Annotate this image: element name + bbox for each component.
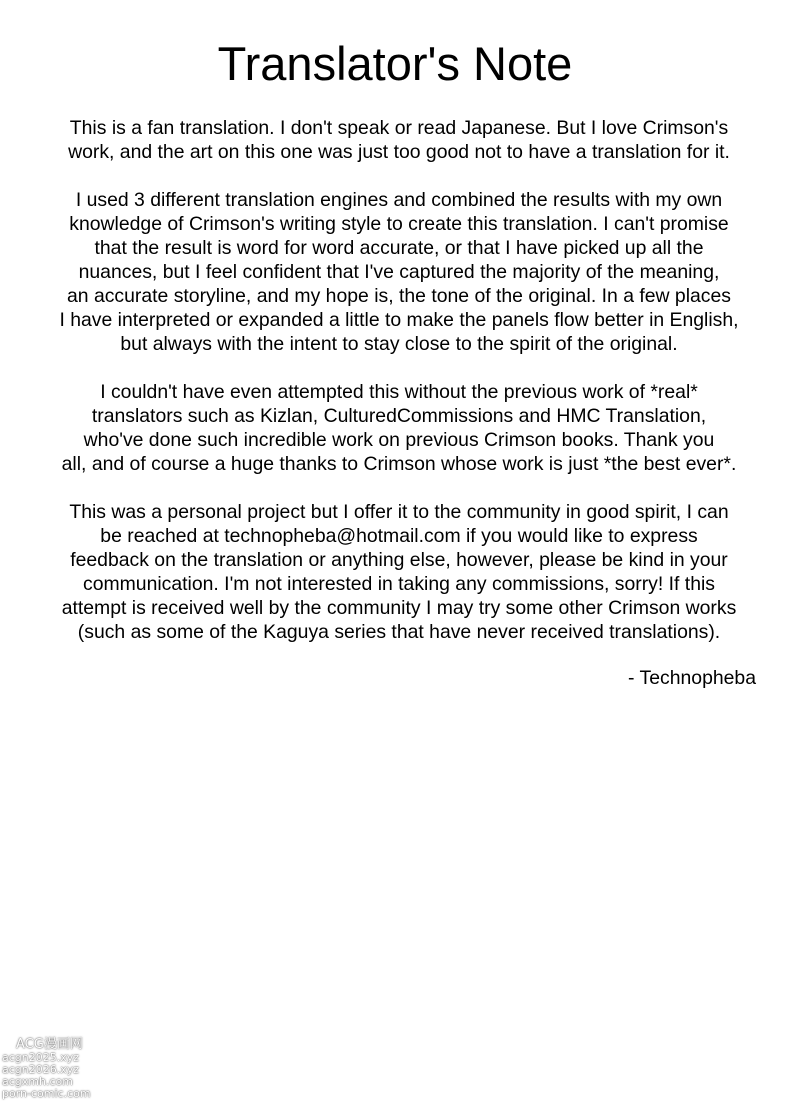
paragraph-contact	[20, 500, 778, 644]
text-line: (such as some of the Kaguya series that have never received translations).	[77, 621, 721, 643]
watermark-url: acgxmh.com	[2, 1075, 73, 1088]
text-line: who've done such incredible work on previous Crimson books. Thank you	[83, 429, 715, 451]
text-line: I used 3 different translation engines and combined the results with my own	[75, 189, 723, 211]
text-line: This is a fan translation. I don't speak or read Japanese. But I love Crimson's	[69, 117, 729, 139]
text-line: I have interpreted or expanded a little to make the panels flow better in English,	[59, 309, 739, 331]
text-line: work, and the art on this one was just too good not to have a translation for it.	[68, 141, 730, 163]
text-line: feedback on the translation or anything else, however, please be kind in your	[70, 549, 728, 571]
paragraph-intro	[20, 116, 778, 164]
watermark-logo: ACG漫画网	[16, 1037, 83, 1052]
signature: - Technopheba	[628, 667, 756, 689]
text-line: that the result is word for word accurate, or that I have picked up all the	[94, 237, 704, 259]
page-title: Translator's Note	[217, 37, 573, 90]
text-line: but always with the intent to stay close to the spirit of the original.	[120, 333, 678, 355]
watermark-url: acgn2025.xyz	[2, 1051, 80, 1064]
text-line: an accurate storyline, and my hope is, the tone of the original. In a few places	[67, 285, 731, 307]
paragraph-method	[20, 188, 778, 356]
note-body	[20, 116, 778, 668]
watermark-url: porn-comic.com	[2, 1087, 91, 1100]
text-line: attempt is received well by the community I may try some other Crimson works	[61, 597, 737, 619]
paragraph-thanks	[20, 380, 778, 476]
text-line: all, and of course a huge thanks to Crimson whose work is just *the best ever*.	[61, 453, 737, 475]
text-line: be reached at technopheba@hotmail.com if you would like to express	[100, 525, 698, 547]
text-line: knowledge of Crimson's writing style to create this translation. I can't promise	[69, 213, 729, 235]
watermark-url: acgn2026.xyz	[2, 1063, 80, 1076]
text-line: translators such as Kizlan, CulturedCommissions and HMC Translation,	[91, 405, 707, 427]
text-line: nuances, but I feel confident that I've captured the majority of the meaning,	[78, 261, 720, 283]
text-line: communication. I'm not interested in taking any commissions, sorry! If this	[83, 573, 715, 595]
text-line: I couldn't have even attempted this without the previous work of *real*	[100, 381, 698, 403]
site-watermark	[2, 1037, 102, 1100]
text-line: This was a personal project but I offer it to the community in good spirit, I can	[69, 501, 729, 523]
